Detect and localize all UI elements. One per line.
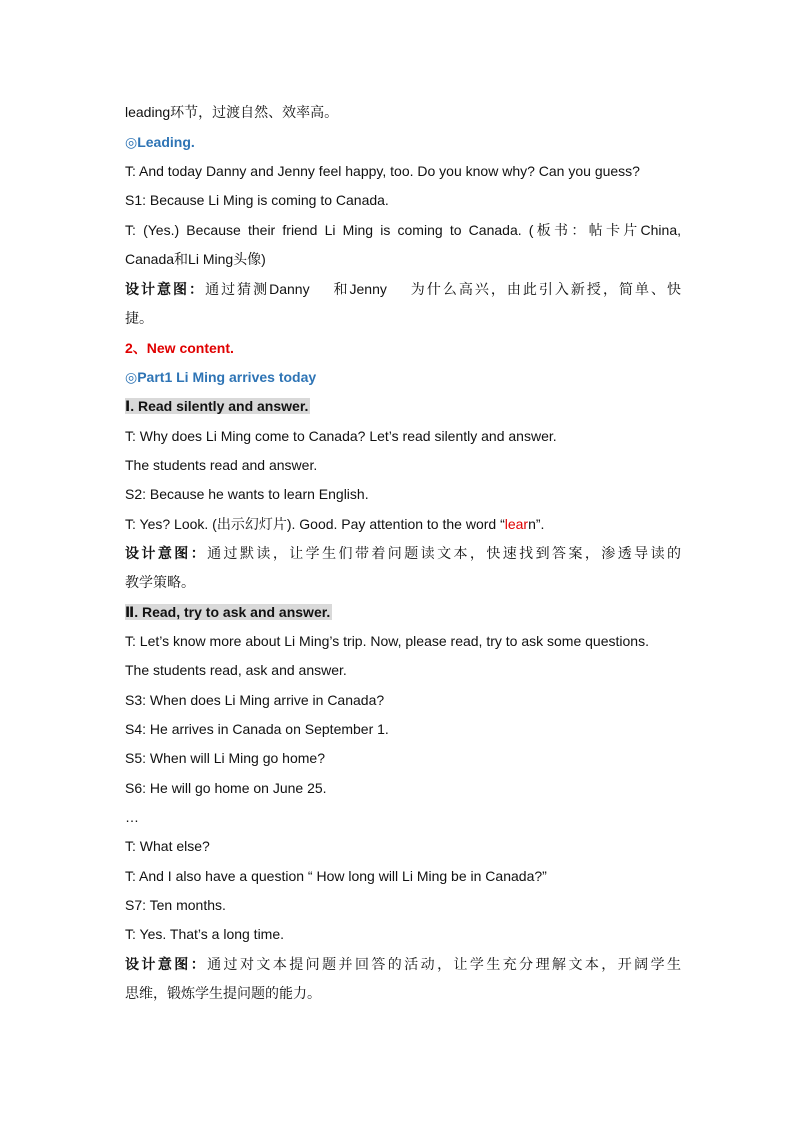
dialogue-line: T: Yes. That’s a long time. — [125, 926, 285, 942]
design-intent-label: 设计意图： — [125, 545, 208, 561]
dialogue-line: The students read and answer. — [125, 457, 318, 473]
paragraph-line: leading环节，过渡自然、效率高。 — [125, 104, 339, 120]
section-heading-part1: ◎Part1 Li Ming arrives today — [125, 369, 317, 385]
dialogue-line: The students read, ask and answer. — [125, 662, 347, 678]
dialogue-line: S7: Ten months. — [125, 897, 226, 913]
dialogue-line: T: (Yes.) Because their friend Li Ming is coming to Canada. (板书：帖卡片China, — [125, 222, 681, 238]
design-intent-label: 设计意图： — [125, 956, 208, 972]
design-intent-line: 设计意图：通过默读，让学生们带着问题读文本，快速找到答案，渗透导读的 — [125, 545, 682, 561]
design-intent-line: 捷。 — [125, 310, 153, 326]
dialogue-line: T: And I also have a question “ How long will Li Ming be in Canada?” — [125, 868, 547, 884]
dialogue-line: S4: He arrives in Canada on September 1. — [125, 721, 389, 737]
dialogue-line: Canada和Li Ming头像) — [125, 251, 266, 267]
dialogue-line: … — [125, 809, 139, 825]
activity-heading: Ⅰ. Read silently and answer. — [125, 398, 309, 414]
dialogue-line: S3: When does Li Ming arrive in Canada? — [125, 692, 385, 708]
design-intent-line: 设计意图：通过对文本提问题并回答的活动，让学生充分理解文本，开阔学生 — [125, 956, 682, 972]
design-intent-line: 教学策略。 — [125, 574, 195, 590]
design-intent-label: 设计意图： — [125, 281, 206, 297]
dialogue-line: S5: When will Li Ming go home? — [125, 750, 325, 766]
dialogue-line: T: Yes? Look. (出示幻灯片). Good. Pay attention to the word “learn”. — [125, 516, 545, 532]
dialogue-line: S1: Because Li Ming is coming to Canada. — [125, 192, 389, 208]
design-intent-line: 设计意图：通过猜测Danny 和Jenny 为什么高兴，由此引入新授，简单、快 — [125, 281, 681, 297]
highlighted-word: lear — [504, 516, 529, 532]
dialogue-line: S2: Because he wants to learn English. — [125, 486, 369, 502]
section-heading-new-content: 2、New content. — [125, 340, 234, 356]
design-intent-line: 思维，锻炼学生提问题的能力。 — [125, 985, 321, 1001]
dialogue-line: T: And today Danny and Jenny feel happy, too. Do you know why? Can you guess? — [125, 163, 640, 179]
dialogue-line: T: Why does Li Ming come to Canada? Let’s read silently and answer. — [125, 428, 557, 444]
activity-heading: Ⅱ. Read, try to ask and answer. — [125, 604, 331, 620]
dialogue-line: T: What else? — [125, 838, 210, 854]
dialogue-line: T: Let’s know more about Li Ming’s trip. Now, please read, try to ask some questions. — [125, 633, 649, 649]
section-heading-leading: ◎Leading. — [125, 134, 195, 150]
dialogue-line: S6: He will go home on June 25. — [125, 780, 327, 796]
